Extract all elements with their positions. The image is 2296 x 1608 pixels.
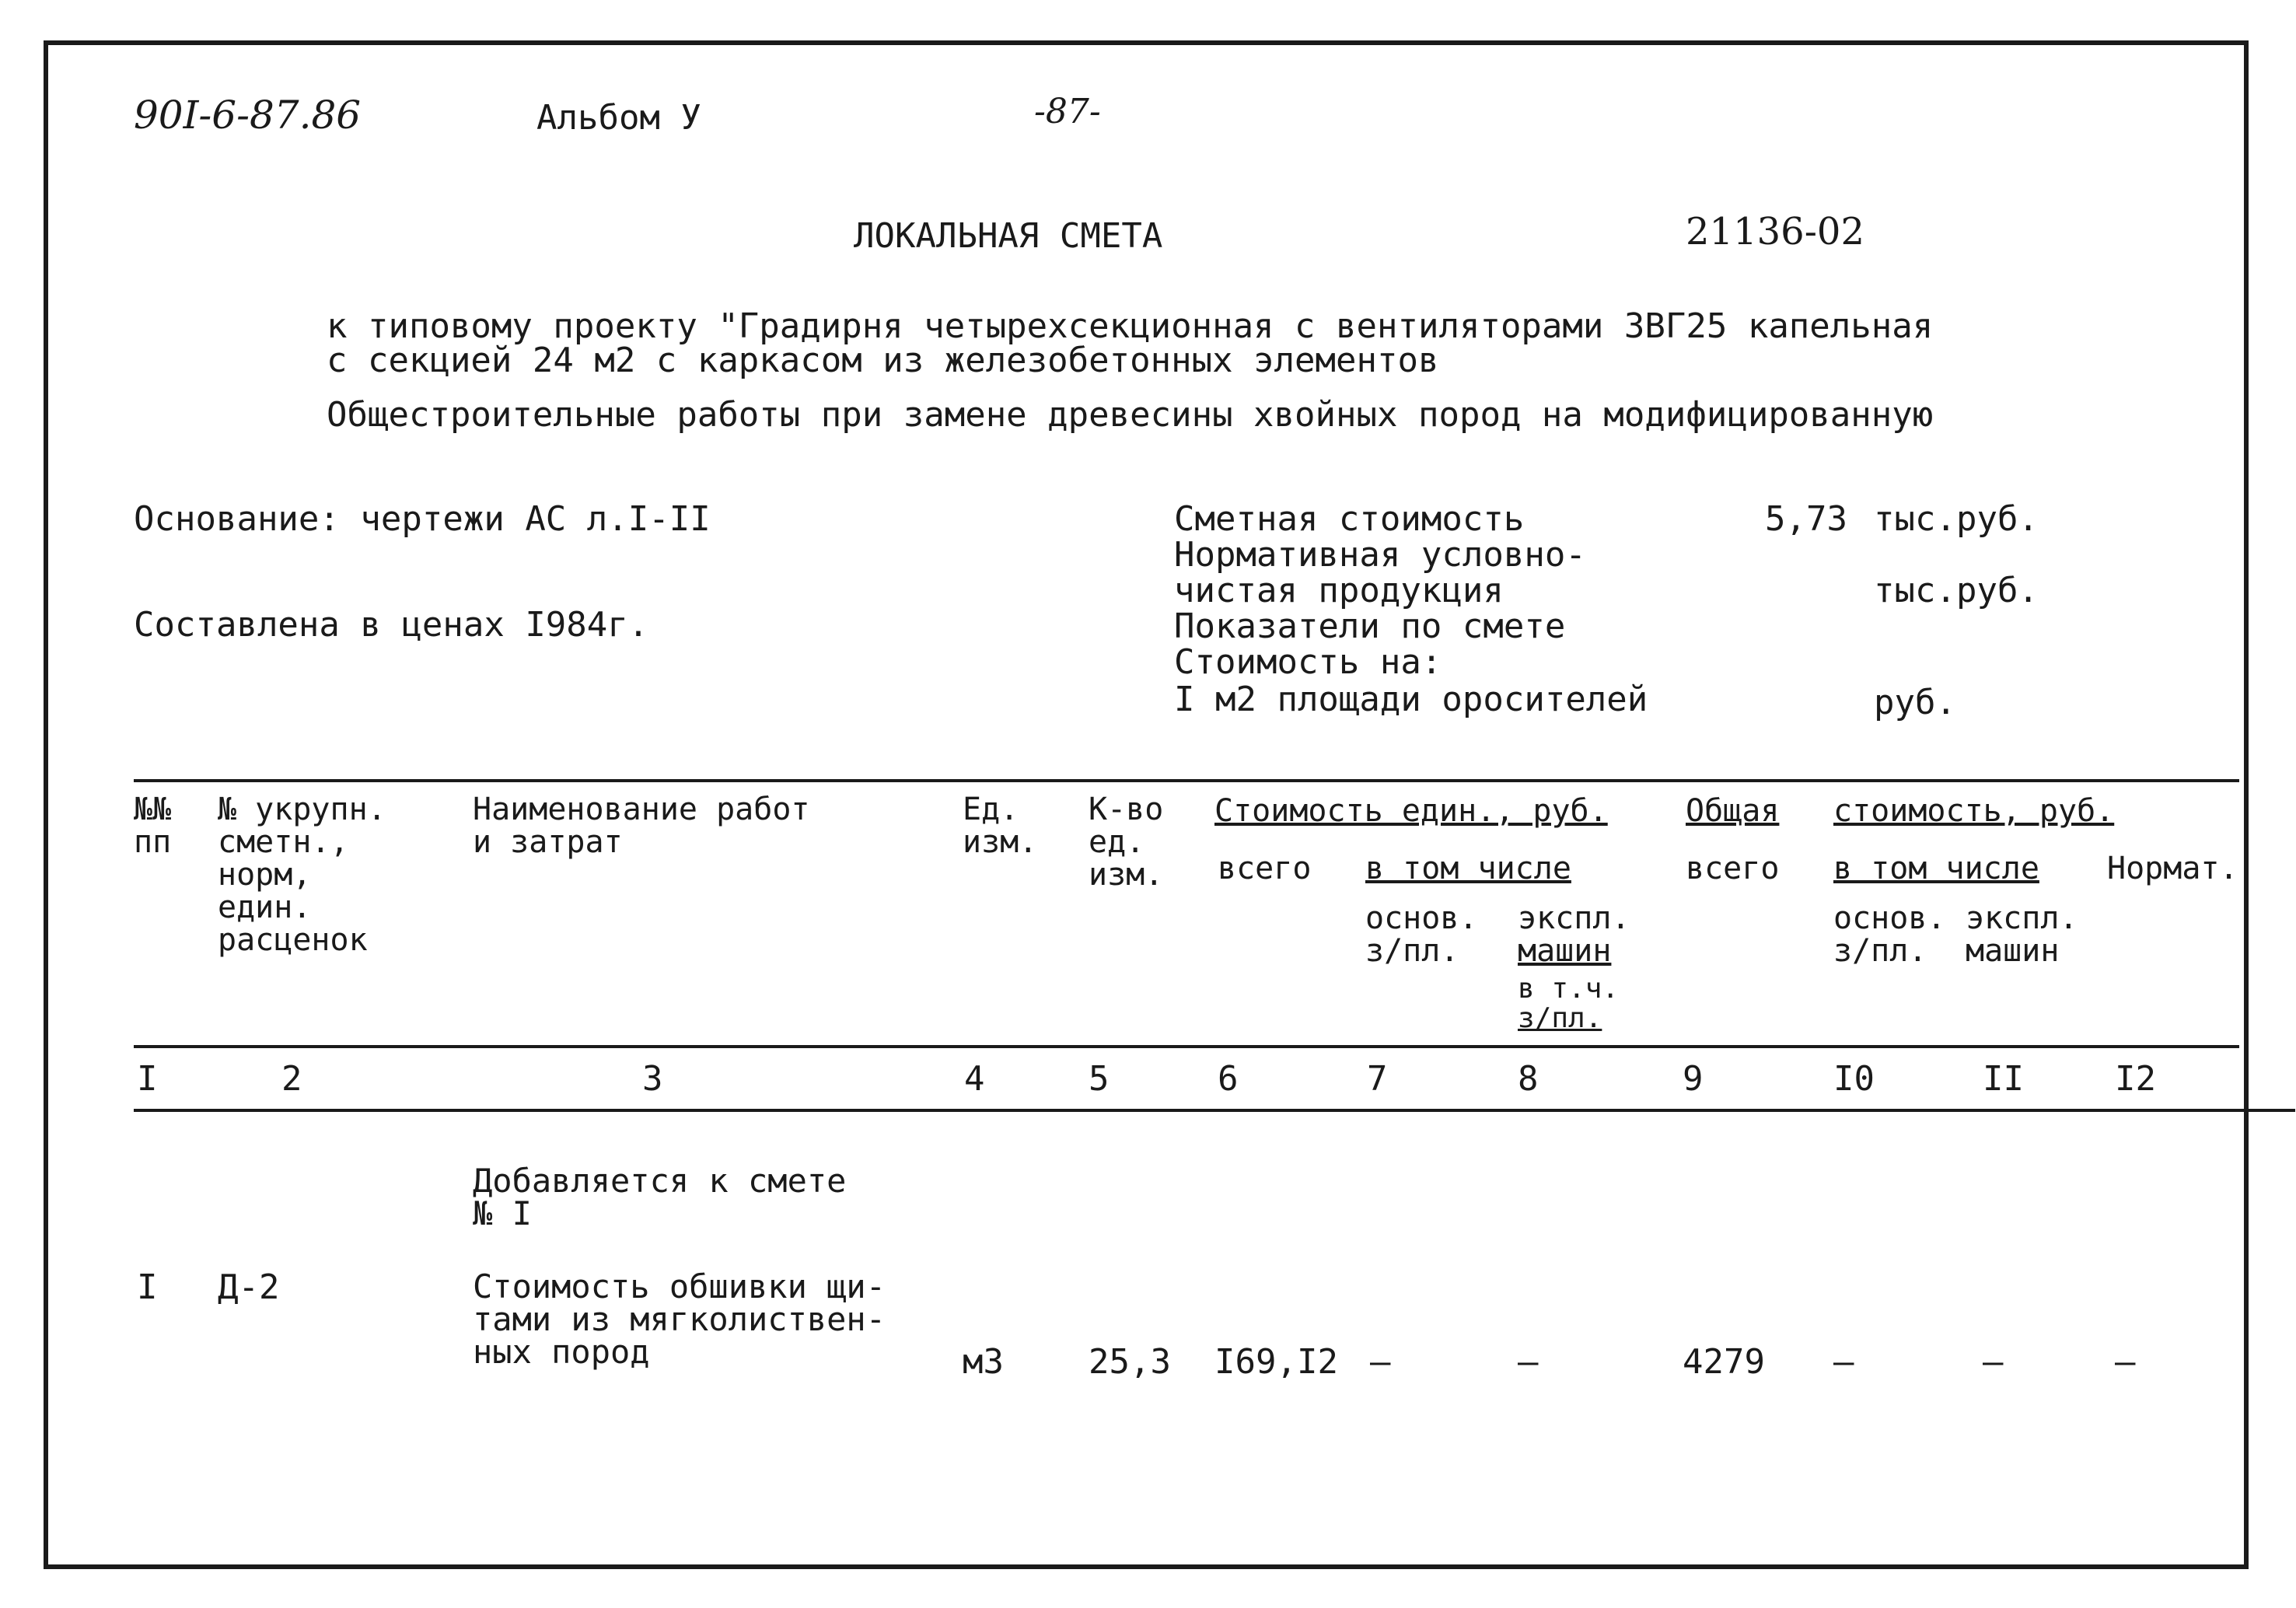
header-incl-unit: в том числе [1365, 851, 1571, 886]
row-1-unit-wage: – [1370, 1342, 1391, 1382]
normative-unit: тыс.руб. [1874, 571, 2039, 610]
row-1-qty: 25,3 [1089, 1342, 1171, 1382]
header-col-5: К-во ед. изм. [1089, 792, 1164, 893]
colnum-11: II [1983, 1059, 2024, 1099]
header-bottom-rule [134, 1045, 2239, 1048]
area-label: I м2 площади оросителей [1174, 680, 1648, 719]
row-1-code: Д-2 [218, 1267, 280, 1307]
header-col-8-main: экспл. [1518, 900, 1630, 936]
header-unit-cost: Стоимость един., руб. [1214, 793, 1608, 829]
indicators-label: Показатели по смете [1174, 606, 1566, 646]
header-col-10: основ. з/пл. [1833, 900, 1946, 969]
header-col-1: №№ пп [134, 792, 172, 860]
table-top-rule [134, 779, 2239, 782]
colnum-5: 5 [1089, 1059, 1110, 1099]
prices-text: Составлена в ценах I984г. [134, 605, 649, 645]
colnum-8: 8 [1518, 1059, 1539, 1099]
colnum-3: 3 [642, 1059, 663, 1099]
page-title: ЛОКАЛЬНАЯ СМЕТА [854, 216, 1163, 256]
header-total-cost-2: стоимость, руб. [1833, 793, 2115, 829]
colnum-4: 4 [964, 1059, 985, 1099]
subtitle-line-2: с секцией 24 м2 с каркасом из железобетонных элементов [327, 341, 1439, 380]
colnum-10: I0 [1833, 1059, 1875, 1099]
page-number: -87- [1034, 92, 1101, 131]
row-1-total-mach: – [1983, 1342, 2004, 1382]
estimated-cost-unit: тыс.руб. [1874, 499, 2039, 539]
header-col-8-sub: в т.ч. [1518, 973, 1620, 1005]
header-col-4: Ед. изм. [963, 792, 1038, 860]
header-incl-total: в том числе [1833, 851, 2039, 886]
colnum-9: 9 [1683, 1059, 1704, 1099]
header-col-3: Наименование работ и затрат [473, 792, 810, 860]
header-col-7: основ. з/пл. [1365, 900, 1478, 969]
row-1-unit-mach: – [1518, 1342, 1539, 1382]
row-1-name: Стоимость обшивки щи- тами из мягколиствен- ных пород [473, 1267, 886, 1371]
subtitle-line-3: Общестроительные работы при замене древесины хвойных пород на модифицированную [327, 395, 1934, 435]
estimated-cost-label: Сметная стоимость [1174, 499, 1525, 539]
row-1-total: 4279 [1683, 1342, 1765, 1382]
estimated-cost-value: 5,73 [1765, 499, 1847, 539]
row-1-unit-total: I69,I2 [1214, 1342, 1338, 1382]
subtitle-line-1: к типовому проекту "Градирня четырехсекционная с вентиляторами ЗВГ25 капельная [327, 306, 1934, 346]
basis-text: Основание: чертежи АС л.I-II [134, 499, 711, 539]
header-col-6: всего [1218, 851, 1312, 886]
doc-code: 90I-6-87.86 [134, 93, 362, 138]
album-label: Альбом У [536, 98, 701, 138]
colnum-7: 7 [1367, 1059, 1388, 1099]
colnum-12: I2 [2115, 1059, 2156, 1099]
header-col-9: всего [1686, 851, 1780, 886]
stamp-number: 21136-02 [1686, 210, 1864, 253]
normative-label-1: Нормативная условно- [1174, 535, 1586, 575]
row-1-total-wage: – [1833, 1342, 1854, 1382]
header-total-cost-1: Общая [1686, 793, 1780, 829]
header-col-2: № укрупн. сметн., норм, един. расценок [218, 792, 386, 958]
section-title: Добавляется к смете № I [473, 1162, 847, 1232]
normative-label-2: чистая продукция [1174, 571, 1504, 610]
row-1-num: I [137, 1267, 158, 1307]
area-unit: руб. [1874, 683, 1956, 722]
colnum-1: I [137, 1059, 158, 1099]
colnum-6: 6 [1218, 1059, 1239, 1099]
colnum-bottom-rule [134, 1109, 2295, 1112]
row-1-norm: – [2115, 1342, 2136, 1382]
row-1-unit: м3 [963, 1342, 1004, 1382]
cost-per-label: Стоимость на: [1174, 642, 1442, 682]
header-col-8-zp: з/пл. [1518, 1002, 1602, 1034]
header-col-12: Нормат. [2107, 851, 2238, 886]
header-col-8-mach: машин [1518, 933, 1612, 969]
colnum-2: 2 [281, 1059, 302, 1099]
header-col-11: экспл. машин [1966, 900, 2078, 969]
